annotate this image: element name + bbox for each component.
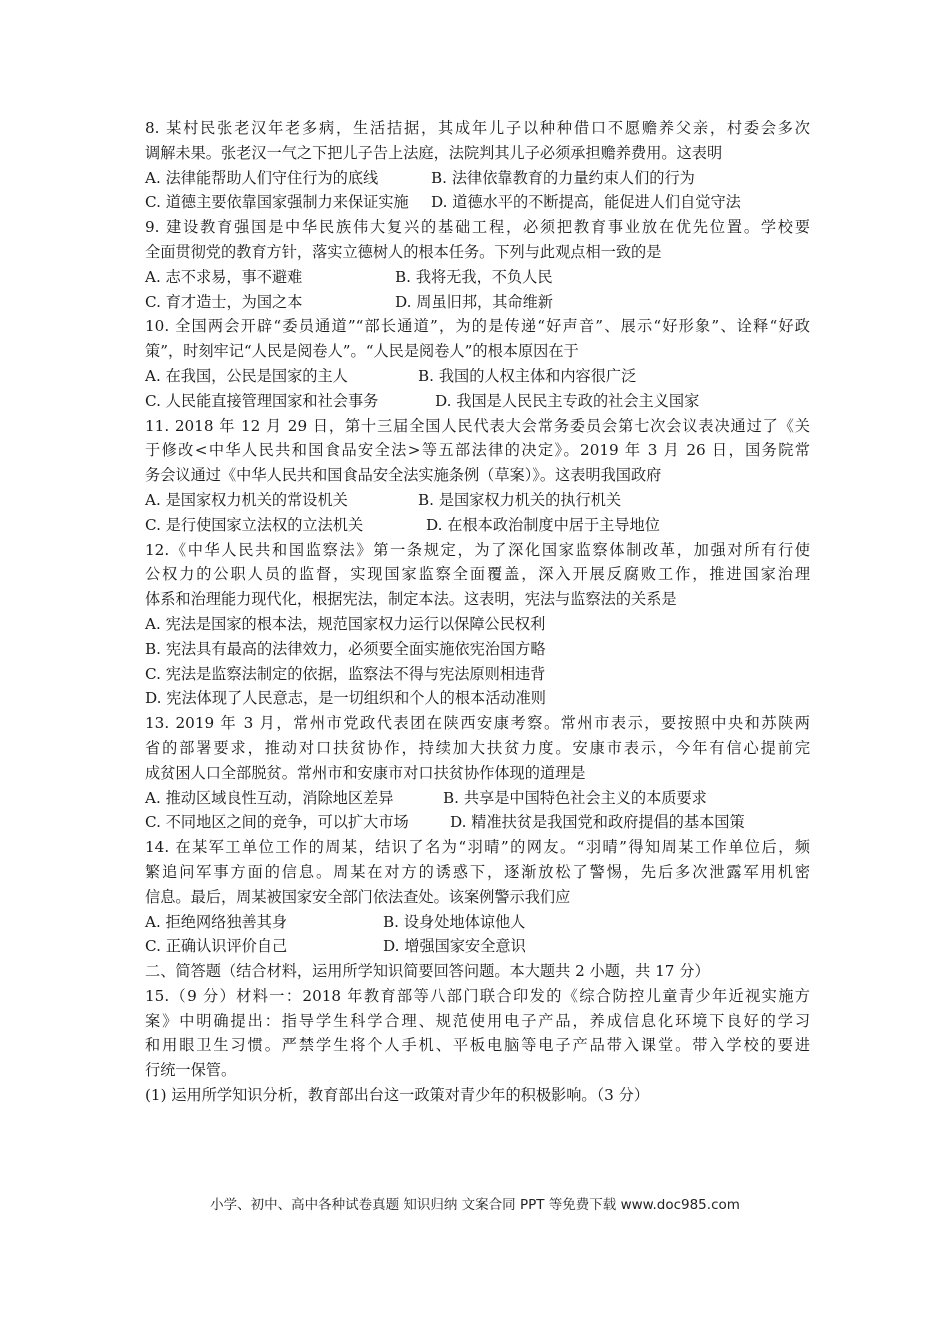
question-9 <box>145 215 810 314</box>
question-stem: 12.《中华人民共和国监察法》第一条规定，为了深化国家监察体制改革，加强对所有行使 <box>145 540 810 559</box>
option-c: C. 道德主要依靠国家强制力来保证实施 <box>145 193 409 212</box>
question-stem: 案》中明确提出：指导学生科学合理、规范使用电子产品，养成信息化环境下良好的学习 <box>145 1011 810 1030</box>
option-a: A. 拒绝网络独善其身 <box>145 912 288 931</box>
page-footer: 小学、初中、高中各种试卷真题 知识归纳 文案合同 PPT 等免费下载 www.doc985.com <box>210 1197 740 1213</box>
question-stem: 务会议通过《中华人民共和国食品安全法实施条例（草案）》。这表明我国政府 <box>145 466 662 485</box>
question-8 <box>145 116 810 215</box>
option-a: A. 推动区域良性互动，消除地区差异 <box>145 788 394 807</box>
question-stem: 10. 全国两会开辟“委员通道”“部长通道”，为的是传递“好声音”、展示“好形象”、诠释“好政 <box>145 317 810 336</box>
option-d: D. 宪法体现了人民意志，是一切组织和个人的根本活动准则 <box>145 689 546 708</box>
option-row <box>145 513 810 538</box>
option-row <box>145 290 810 315</box>
question-14 <box>145 835 810 959</box>
question-stem: 调解未果。张老汉一气之下把儿子告上法庭，法院判其儿子必须承担赡养费用。这表明 <box>145 143 723 162</box>
option-d: D. 增强国家安全意识 <box>383 937 526 956</box>
option-d: D. 道德水平的不断提高，能促进人们自觉守法 <box>431 193 741 212</box>
option-row <box>145 934 810 959</box>
option-row <box>145 389 810 414</box>
option-row <box>145 364 810 389</box>
question-stem: 和用眼卫生习惯。严禁学生将个人手机、平板电脑等电子产品带入课堂。带入学校的要进 <box>145 1036 810 1055</box>
option-row <box>145 488 810 513</box>
option-row <box>145 810 810 835</box>
option-a: A. 是国家权力机关的常设机关 <box>145 490 348 509</box>
option-d: D. 精准扶贫是我国党和政府提倡的基本国策 <box>450 813 745 832</box>
section-heading: 二、简答题（结合材料，运用所学知识简要回答问题。本大题共 2 小题，共 17 分） <box>145 962 710 981</box>
question-stem: 繁追问军事方面的信息。周某在对方的诱惑下，逐渐放松了警惕，先后多次泄露军用机密 <box>145 862 810 881</box>
option-c: C. 不同地区之间的竞争，可以扩大市场 <box>145 813 409 832</box>
option-a: A. 宪法是国家的根本法，规范国家权力运行以保障公民权利 <box>145 614 546 633</box>
option-row <box>145 265 810 290</box>
question-stem: 14. 在某军工单位工作的周某，结识了名为“羽晴”的网友。“羽晴”得知周某工作单位后，频 <box>145 838 810 857</box>
question-10 <box>145 314 810 413</box>
option-b: B. 法律依靠教育的力量约束人们的行为 <box>431 168 695 187</box>
option-d: D. 我国是人民民主专政的社会主义国家 <box>435 391 700 410</box>
option-row <box>145 190 810 215</box>
option-c: C. 是行使国家立法权的立法机关 <box>145 515 364 534</box>
option-c: C. 宪法是监察法制定的依据，监察法不得与宪法原则相违背 <box>145 664 546 683</box>
option-d: D. 周虽旧邦，其命维新 <box>395 292 553 311</box>
question-stem: 体系和治理能力现代化，根据宪法，制定本法。这表明，宪法与监察法的关系是 <box>145 590 677 609</box>
option-row <box>145 166 810 191</box>
option-a: A. 法律能帮助人们守住行为的底线 <box>145 168 379 187</box>
question-stem: 于修改<中华人民共和国食品安全法>等五部法律的决定》。2019 年 3 月 26 日，国务院常 <box>145 441 810 460</box>
option-b: B. 我国的人权主体和内容很广泛 <box>418 366 637 385</box>
question-13 <box>145 711 810 835</box>
question-stem: 13. 2019 年 3 月，常州市党政代表团在陕西安康考察。常州市表示，要按照中央和苏陕两 <box>145 714 810 733</box>
option-a: A. 在我国，公民是国家的主人 <box>145 366 348 385</box>
option-b: B. 是国家权力机关的执行机关 <box>418 490 622 509</box>
option-b: B. 设身处地体谅他人 <box>383 912 526 931</box>
option-c: C. 育才造士，为国之本 <box>145 292 303 311</box>
option-row <box>145 910 810 935</box>
option-a: A. 志不求易，事不避难 <box>145 267 303 286</box>
option-b: B. 共享是中国特色社会主义的本质要求 <box>443 788 707 807</box>
sub-question: (1) 运用所学知识分析，教育部出台这一政策对青少年的积极影响。（3 分） <box>145 1086 650 1105</box>
question-12 <box>145 538 810 712</box>
question-stem: 9. 建设教育强国是中华民族伟大复兴的基础工程，必须把教育事业放在优先位置。学校要 <box>145 218 810 237</box>
option-b: B. 我将无我，不负人民 <box>395 267 553 286</box>
question-stem: 15.（9 分）材料一：2018 年教育部等八部门联合印发的《综合防控儿童青少年近视实施方 <box>145 986 810 1005</box>
exam-page <box>145 116 810 1108</box>
section-2 <box>145 959 810 1108</box>
question-stem: 省的部署要求，推动对口扶贫协作，持续加大扶贫力度。安康市表示，今年有信心提前完 <box>145 738 810 757</box>
question-stem: 策”，时刻牢记“人民是阅卷人”。“人民是阅卷人”的根本原因在于 <box>145 342 579 361</box>
question-stem: 成贫困人口全部脱贫。常州市和安康市对口扶贫协作体现的道理是 <box>145 763 586 782</box>
question-stem: 全面贯彻党的教育方针，落实立德树人的根本任务。下列与此观点相一致的是 <box>145 242 662 261</box>
question-15 <box>145 984 810 1108</box>
question-11 <box>145 414 810 538</box>
question-stem: 行统一保管。 <box>145 1061 237 1080</box>
option-d: D. 在根本政治制度中居于主导地位 <box>426 515 660 534</box>
question-stem: 公权力的公职人员的监督，实现国家监察全面覆盖，深入开展反腐败工作，推进国家治理 <box>145 565 810 584</box>
option-c: C. 人民能直接管理国家和社会事务 <box>145 391 379 410</box>
option-c: C. 正确认识评价自己 <box>145 937 288 956</box>
question-stem: 8. 某村民张老汉年老多病，生活拮据，其成年儿子以种种借口不愿赡养父亲，村委会多次 <box>145 119 810 137</box>
question-stem: 11. 2018 年 12 月 29 日，第十三届全国人民代表大会常务委员会第七次会议表决通过了《关 <box>145 416 810 435</box>
question-stem: 信息。最后，周某被国家安全部门依法查处。该案例警示我们应 <box>145 887 571 906</box>
option-row <box>145 786 810 811</box>
option-b: B. 宪法具有最高的法律效力，必须要全面实施依宪治国方略 <box>145 639 546 658</box>
